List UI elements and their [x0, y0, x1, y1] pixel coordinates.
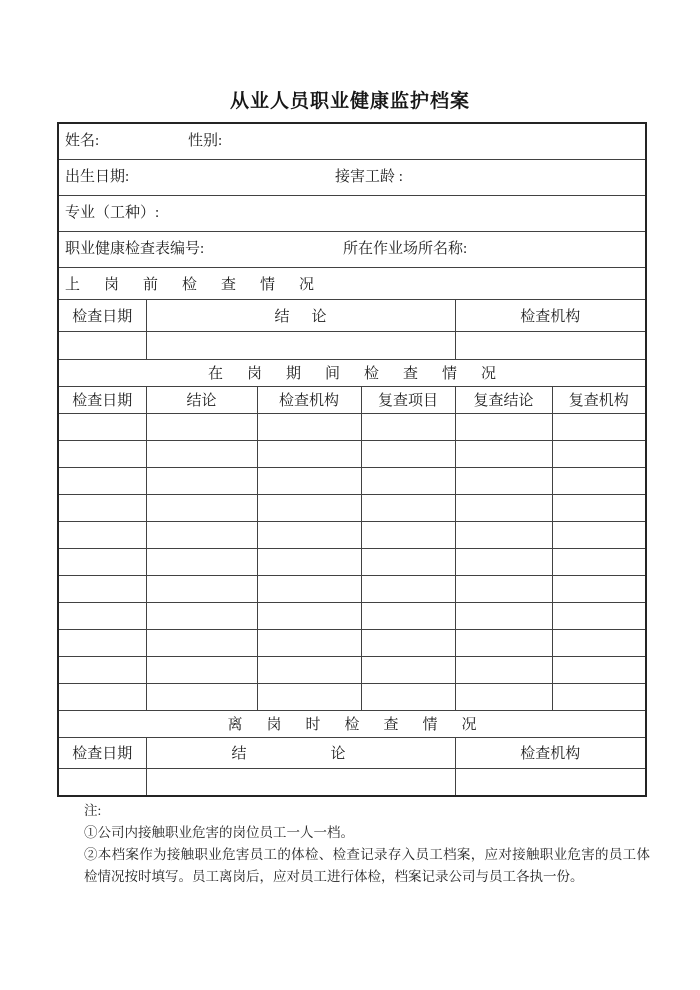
notes-label: 注: — [84, 803, 102, 818]
entry-cell — [361, 575, 455, 602]
pre-job-col-conclusion: 结论 — [146, 299, 455, 331]
entry-cell — [146, 602, 257, 629]
leaving-job-col-agency: 检查机构 — [455, 737, 646, 768]
entry-cell — [455, 656, 552, 683]
entry-cell — [146, 440, 257, 467]
entry-cell — [361, 683, 455, 710]
on-the-job-col-3: 复查项目 — [361, 386, 455, 413]
entry-cell — [455, 331, 646, 359]
entry-cell — [455, 440, 552, 467]
pre-job-header-row — [58, 299, 646, 331]
entry-cell — [58, 413, 146, 440]
entry-cell — [552, 683, 646, 710]
entry-cell — [58, 467, 146, 494]
leaving-job-entry-row — [58, 768, 646, 796]
entry-cell — [146, 467, 257, 494]
entry-cell — [58, 575, 146, 602]
entry-cell — [146, 575, 257, 602]
entry-cell — [257, 440, 361, 467]
gender-label: 性别: — [188, 133, 223, 150]
entry-cell — [58, 521, 146, 548]
entry-cell — [455, 768, 646, 796]
entry-cell — [455, 521, 552, 548]
on-the-job-entry-row — [58, 629, 646, 656]
on-the-job-col-2: 检查机构 — [257, 386, 361, 413]
note-item-2: ②本档案作为接触职业危害员工的体检、检查记录存入员工档案，应对接触职业危害的员工体检情况按时填写。员工离岗后，应对员工进行体检，档案记录公司与员工各执一份。 — [84, 847, 650, 884]
entry-cell — [257, 548, 361, 575]
on-the-job-entry-row — [58, 548, 646, 575]
entry-cell — [552, 440, 646, 467]
entry-cell — [361, 494, 455, 521]
entry-cell — [58, 629, 146, 656]
on-the-job-col-5: 复查机构 — [552, 386, 646, 413]
entry-cell — [58, 602, 146, 629]
entry-cell — [58, 331, 146, 359]
entry-cell — [455, 548, 552, 575]
on-the-job-entry-row — [58, 683, 646, 710]
entry-cell — [361, 521, 455, 548]
pre-job-heading: 上岗前检查情况 — [58, 267, 646, 299]
entry-cell — [58, 683, 146, 710]
entry-cell — [146, 683, 257, 710]
entry-cell — [361, 602, 455, 629]
entry-cell — [361, 467, 455, 494]
on-the-job-entry-row — [58, 467, 646, 494]
exposure-years-label: 接害工龄 : — [335, 169, 403, 185]
entry-cell — [257, 629, 361, 656]
entry-cell — [146, 331, 455, 359]
entry-cell — [455, 602, 552, 629]
entry-cell — [146, 413, 257, 440]
entry-cell — [455, 494, 552, 521]
entry-cell — [146, 768, 455, 796]
entry-cell — [361, 656, 455, 683]
leaving-job-col-date: 检查日期 — [58, 737, 146, 768]
entry-cell — [361, 440, 455, 467]
workplace-label: 所在作业场所名称: — [343, 241, 468, 257]
entry-cell — [257, 602, 361, 629]
on-the-job-entry-row — [58, 575, 646, 602]
on-the-job-col-0: 检查日期 — [58, 386, 146, 413]
health-record-table — [57, 122, 647, 797]
entry-cell — [257, 494, 361, 521]
entry-cell — [257, 521, 361, 548]
pre-job-col-agency: 检查机构 — [455, 299, 646, 331]
row-birthdate-exposure — [58, 159, 646, 195]
entry-cell — [361, 629, 455, 656]
entry-cell — [257, 413, 361, 440]
entry-cell — [552, 413, 646, 440]
on-the-job-entry-row — [58, 440, 646, 467]
entry-cell — [552, 548, 646, 575]
name-label: 姓名: — [65, 133, 100, 150]
entry-cell — [58, 548, 146, 575]
entry-cell — [552, 494, 646, 521]
on-the-job-entry-row — [58, 656, 646, 683]
profession-label: 专业（工种）: — [65, 205, 160, 221]
examno-workplace-cell — [58, 231, 646, 267]
entry-cell — [146, 629, 257, 656]
entry-cell — [146, 494, 257, 521]
section-on-the-job — [58, 359, 646, 386]
profession-cell — [58, 195, 646, 231]
entry-cell — [552, 521, 646, 548]
note-item-1: ①公司内接触职业危害的岗位员工一人一档。 — [84, 825, 354, 840]
entry-cell — [257, 467, 361, 494]
notes-block — [84, 800, 650, 888]
entry-cell — [361, 548, 455, 575]
pre-job-col-date: 检查日期 — [58, 299, 146, 331]
leaving-job-col-conclusion: 结论 — [146, 737, 455, 768]
leaving-job-heading: 离岗时检查情况 — [58, 710, 646, 737]
row-examno-workplace — [58, 231, 646, 267]
entry-cell — [552, 656, 646, 683]
birthdate-exposure-cell — [58, 159, 646, 195]
section-leaving-job — [58, 710, 646, 737]
entry-cell — [146, 656, 257, 683]
entry-cell — [552, 602, 646, 629]
on-the-job-entry-row — [58, 602, 646, 629]
on-the-job-col-1: 结论 — [146, 386, 257, 413]
birth-date-label: 出生日期: — [65, 169, 130, 185]
entry-cell — [257, 683, 361, 710]
on-the-job-heading: 在岗期间检查情况 — [58, 359, 646, 386]
entry-cell — [257, 575, 361, 602]
name-gender-cell — [58, 123, 646, 159]
entry-cell — [361, 413, 455, 440]
section-pre-job — [58, 267, 646, 299]
on-the-job-col-4: 复查结论 — [455, 386, 552, 413]
entry-cell — [455, 683, 552, 710]
entry-cell — [455, 575, 552, 602]
entry-cell — [58, 768, 146, 796]
entry-cell — [146, 521, 257, 548]
entry-cell — [257, 656, 361, 683]
on-the-job-header-row — [58, 386, 646, 413]
row-name-gender — [58, 123, 646, 159]
entry-cell — [58, 494, 146, 521]
exam-form-no-label: 职业健康检查表编号: — [65, 241, 205, 257]
pre-job-entry-row — [58, 331, 646, 359]
leaving-job-header-row — [58, 737, 646, 768]
health-record-table-body — [58, 123, 646, 796]
entry-cell — [552, 575, 646, 602]
entry-cell — [455, 413, 552, 440]
entry-cell — [455, 467, 552, 494]
entry-cell — [146, 548, 257, 575]
document-title: 从业人员职业健康监护档案 — [229, 91, 470, 112]
on-the-job-entry-row — [58, 413, 646, 440]
on-the-job-entry-row — [58, 521, 646, 548]
entry-cell — [552, 467, 646, 494]
entry-cell — [58, 656, 146, 683]
entry-cell — [552, 629, 646, 656]
entry-cell — [58, 440, 146, 467]
entry-cell — [455, 629, 552, 656]
row-profession — [58, 195, 646, 231]
on-the-job-entry-row — [58, 494, 646, 521]
